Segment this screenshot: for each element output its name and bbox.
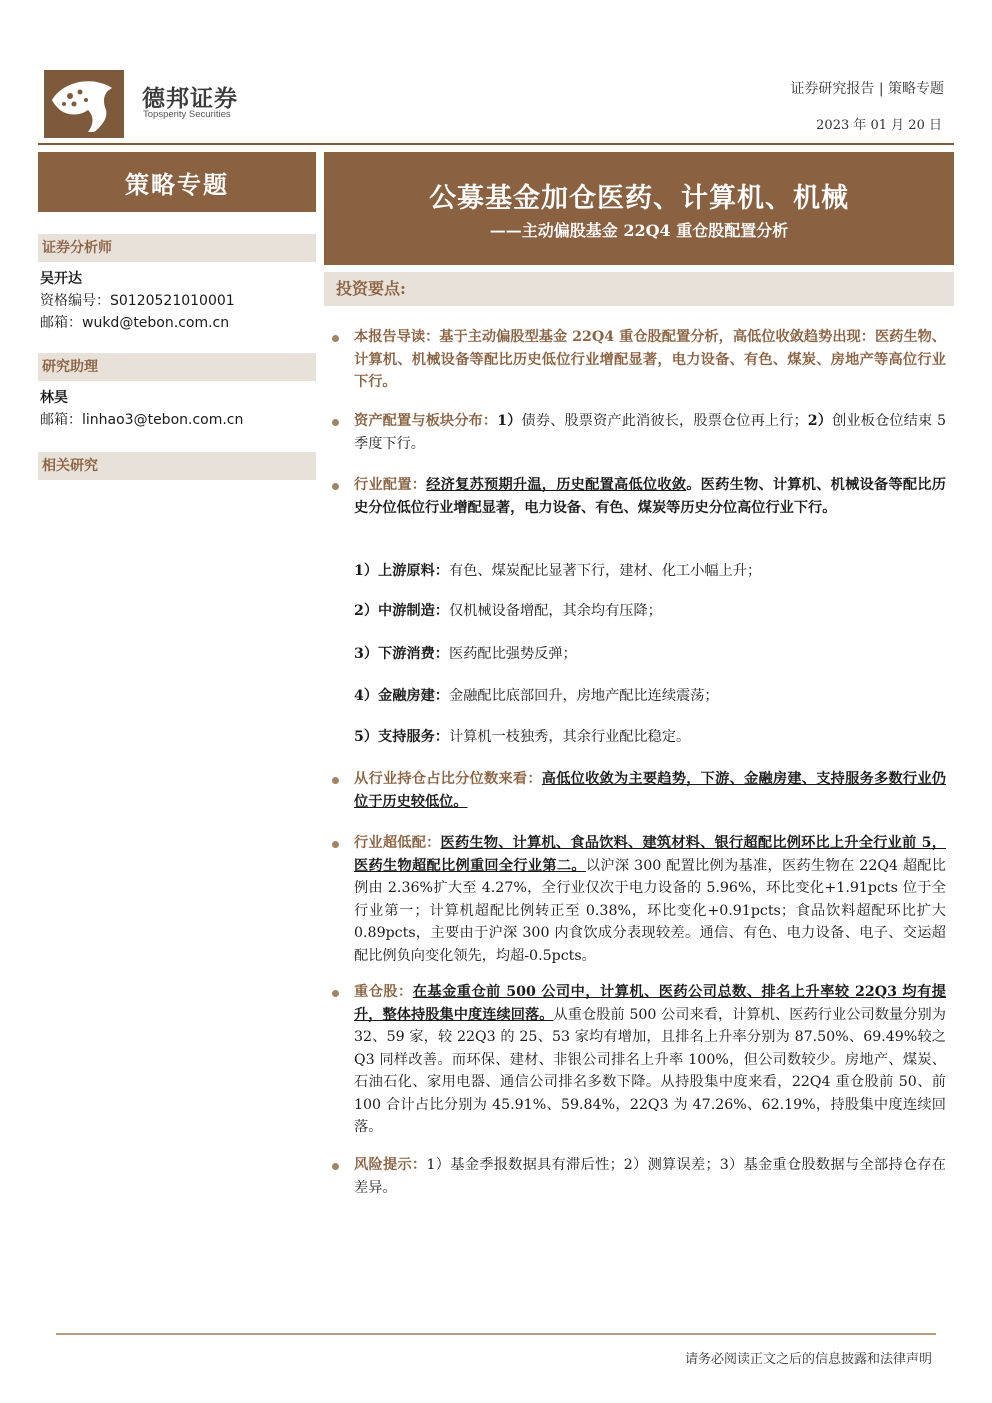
assistant-heading: 研究助理 bbox=[38, 353, 316, 381]
report-type: 证券研究报告 | 策略专题 bbox=[790, 81, 944, 97]
industry-paragraph: 行业配置：经济复苏预期升温，历史配置高低位收敛。医药生物、计算机、机械设备等配比历史分位低位行业增配显著，电力设备、有色、煤炭等历史分位高位行业下行。 bbox=[354, 477, 946, 516]
brand-name: 德邦证券 bbox=[142, 86, 238, 112]
analyst-name: 吴开达 bbox=[40, 271, 82, 287]
bullet-dot bbox=[332, 777, 339, 784]
analyst-cert: 资格编号：S0120521010001 bbox=[40, 293, 235, 309]
analyst-email: 邮箱：wukd@tebon.com.cn bbox=[40, 315, 230, 331]
sub-item-midstream: 2）中游制造：仅机械设备增配，其余均有压降； bbox=[354, 603, 662, 619]
holdings-paragraph: 重仓股：在基金重仓前 500 公司中，计算机、医药公司总数、排名上升率较 22Q3 均有提升，整体持股集中度连续回落。从重仓股前 500 公司来看，计算机、医药行业公司数量分别为 32、59 家，较 22Q3 的 25、53 家均有增加，且排名上升率分别为 87.50%、69.49%较之 Q3 同样改善。而环保、建材、非银公司排名上升率 100%，但公司数较少。房地产、煤炭、石油石化、家用电器、通信公司排名多数下降。从持股集中度来看，22Q4 重仓股前 50、前 100 合计占比分别为 45.91%、59.84%，22Q3 为 47.26%、62.19%，持股集中度连续回落。 bbox=[354, 984, 946, 1135]
related-heading: 相关研究 bbox=[38, 452, 316, 480]
sub-item-upstream: 1）上游原料：有色、煤炭配比显著下行，建材、化工小幅上升； bbox=[354, 563, 762, 579]
bullet-dot bbox=[332, 335, 339, 342]
assistant-name: 林昊 bbox=[40, 390, 68, 406]
bullet-dot bbox=[332, 1163, 339, 1170]
risk-paragraph: 风险提示：1）基金季报数据具有滞后性；2）测算误差；3）基金重仓股数据与全部持仓存在差异。 bbox=[354, 1157, 946, 1196]
assistant-email: 邮箱：linhao3@tebon.com.cn bbox=[40, 412, 244, 428]
bullet-dot bbox=[332, 841, 339, 848]
sub-item-downstream: 3）下游消费：医药配比强势反弹； bbox=[354, 646, 577, 662]
report-title: 公募基金加仓医药、计算机、机械 bbox=[429, 183, 849, 214]
bullet-dot bbox=[332, 419, 339, 426]
title-block bbox=[324, 152, 954, 265]
investment-highlights-heading: 投资要点: bbox=[324, 272, 954, 306]
footer-divider bbox=[56, 1333, 936, 1335]
sub-item-services: 5）支持服务：计算机一枝独秀，其余行业配比稳定。 bbox=[354, 729, 691, 745]
analyst-heading: 证券分析师 bbox=[38, 234, 316, 262]
bullet-dot bbox=[332, 483, 339, 490]
percentile-paragraph: 从行业持仓占比分位数来看：高低位收敛为主要趋势，下游、金融房建、支持服务多数行业仍位于历史较低位。 bbox=[354, 771, 946, 810]
header-divider bbox=[38, 143, 954, 145]
bullet-dot bbox=[332, 990, 339, 997]
footer-disclaimer: 请务必阅读正文之后的信息披露和法律声明 bbox=[684, 1352, 932, 1367]
report-date: 2023 年 01 月 20 日 bbox=[816, 118, 942, 133]
guide-paragraph: 本报告导读：基于主动偏股型基金 22Q4 重仓股配置分析，高低位收敛趋势出现：医药生物、计算机、机械设备等配比历史低位行业增配显著，电力设备、有色、煤炭、房地产等高位行业下行。 bbox=[354, 329, 946, 390]
report-subtitle: ——主动偏股基金 22Q4 重仓股配置分析 bbox=[489, 221, 789, 240]
overweight-paragraph: 行业超低配：医药生物、计算机、食品饮料、建筑材料、银行超配比例环比上升全行业前 5，医药生物超配比例重回全行业第二。以沪深 300 配置比例为基准，医药生物在 22Q4 超配比例由 2.36%扩大至 4.27%，全行业仅次于电力设备的 5.96%，环比变化+1.91pcts 位于全行业第一；计算机超配比例转正至 0.38%，环比变化+0.91pcts；食品饮料超配环比扩大 0.89pcts，主要由于沪深 300 内食饮成分表现较差。通信、有色、电力设备、电子、交运超配比例负向变化领先，均超-0.5pcts。 bbox=[354, 835, 946, 964]
tebon-logo bbox=[44, 70, 124, 138]
sub-item-finance: 4）金融房建：金融配比底部回升，房地产配比连续震荡； bbox=[354, 688, 719, 704]
category-box: 策略专题 bbox=[38, 152, 316, 212]
brand-name-en: Topsperity Securities bbox=[143, 109, 231, 120]
asset-paragraph: 资产配置与板块分布：1）债券、股票资产此消彼长，股票仓位再上行；2）创业板仓位结束 5 季度下行。 bbox=[354, 413, 946, 452]
